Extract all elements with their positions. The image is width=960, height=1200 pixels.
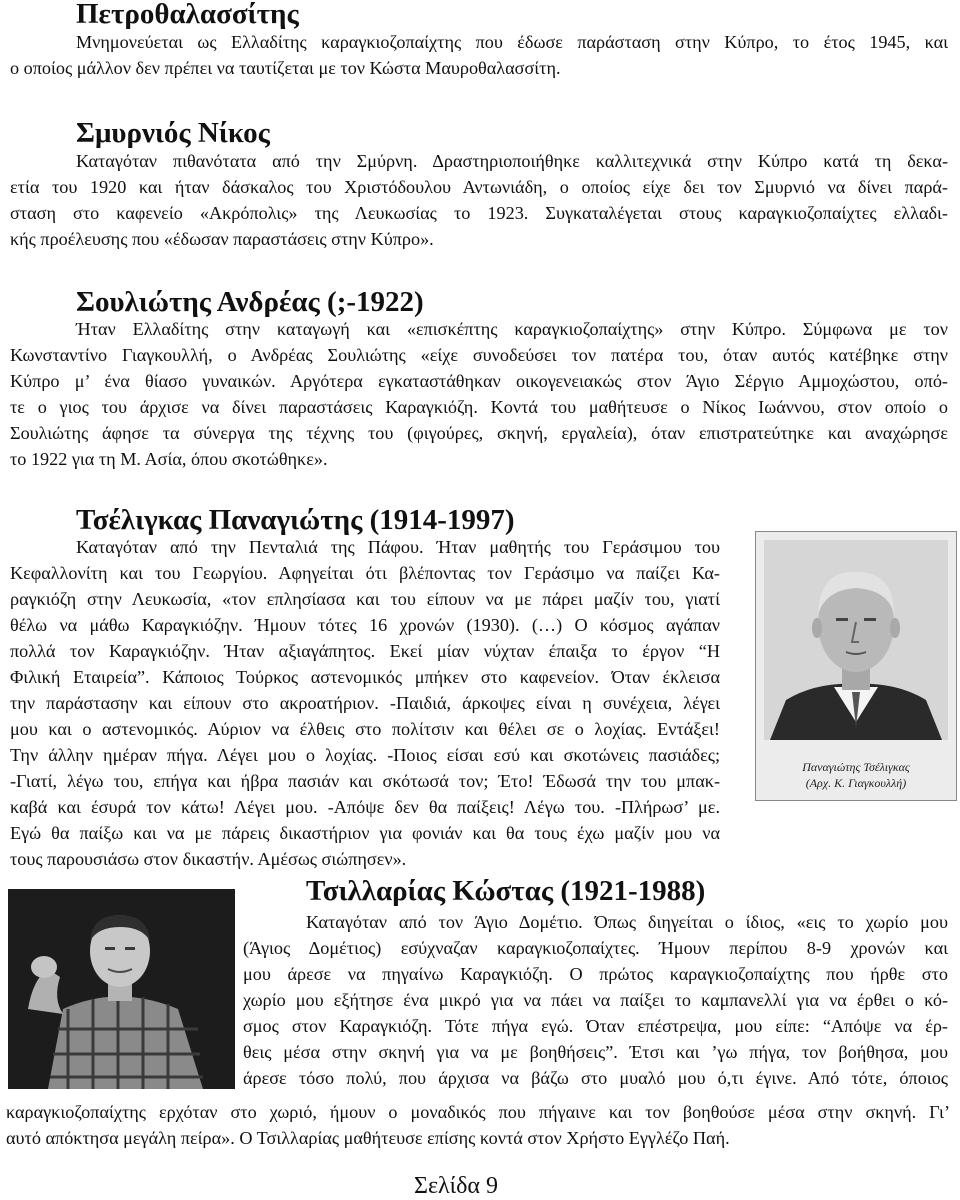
section-title-tsillarias: Τσιλλαρίας Κώστας (1921-1988) (306, 875, 706, 907)
paragraph-line: Καταγόταν από την Πενταλιά της Πάφου. Ήταν μαθητής του Γεράσιμου του (76, 537, 720, 557)
photo-caption-name: Παναγιώτης Τσέλιγκας (802, 760, 910, 774)
paragraph-line: μου άρεσε να πηγαίνω Καραγκιόζη. Ο πρώτος καραγκιοζοπαίχτης που ήρθε στο (243, 964, 948, 984)
section-title-tseligkas: Τσέλιγκας Παναγιώτης (1914-1997) (76, 504, 515, 536)
paragraph-line: σταση στο καφενείο «Ακρόπολις» της Λευκωσίας το 1923. Συγκαταλέγεται στους καραγκιοζοπαίχτες ελλαδι- (10, 203, 948, 223)
paragraph-line: Φιλική Εταιρεία”. Κάποιος Τούρκος αστενομικός μπήκεν στο καφενείον. Όταν έκλεισα (10, 667, 720, 687)
portrait-photo-tseligkas (755, 531, 957, 801)
paragraph-line: ραγκιόζη στην Λευκωσία, «τον επλησίασα και του είπουν να με πάρει μαζίν του, γιατί (10, 589, 720, 609)
paragraph-line: κής προέλευσης που «έδωσαν παραστάσεις στην Κύπρο». (10, 229, 434, 249)
paragraph-line: μου και ο αστενομικός. Αύριον να έλθεις στο πολίτσιν και θέλει σε ο λοχίας. Εντάξει! (10, 719, 720, 739)
paragraph-line: -Γιατί, λέγω του, επήγα και ήβρα πασιάν και σκότωσά τον; Έτο! Έδωσά την του μπακ- (10, 771, 720, 791)
portrait-image (8, 889, 235, 1089)
paragraph-line: ετία του 1920 και ήταν δάσκαλος του Χριστόδουλου Αντωνιάδη, ο οποίος είχε δει τον Σμυρνιό να δίνει παρά- (10, 177, 948, 197)
paragraph-line: άρεσε τόσο πολύ, που άρχισα να βάζω στο μυαλό μου ό,τι έγινε. Από τότε, όποιος (243, 1068, 948, 1088)
paragraph-line: σμος στον Καραγκιόζη. Τότε πήγα εγώ. Όταν επέστρεψα, μου είπε: “Απόψε να έρ- (243, 1016, 948, 1036)
paragraph-line: τους παρουσιάσω στον δικαστήν. Αμέσως σιώπησεν». (10, 849, 407, 869)
section-title-souliotis: Σουλιώτης Ανδρέας (;-1922) (76, 286, 424, 318)
paragraph-line: καβά και έσυρά τον κάτω! Λέγει μου. -Απόψε δεν θα παίξεις! Λέγω του. -Πλήρωσ’ με. (10, 797, 720, 817)
paragraph-line: το 1922 για τη Μ. Ασία, όπου σκοτώθηκε». (10, 449, 328, 469)
paragraph-line: Εγώ θα παίξω και να με πάρεις δικαστήριον για φονιάν και θα τους έχω μαζίν μου να (10, 823, 720, 843)
paragraph-line: θεις μέσα στην σκηνή για να με βοηθήσεις”. Έτσι και ’γω πήγα, τον βοήθησα, μου (243, 1042, 948, 1062)
paragraph-line: καραγκιοζοπαίχτης ερχόταν στο χωριό, ήμουν ο μοναδικός που πήγαινε και τον βοηθούσε μέσα στην σκηνή. Γι’ (6, 1102, 950, 1122)
paragraph-line: (Άγιος Δομέτιος) εσύχναζαν καραγκιοζοπαίχτες. Ήμουν περίπου 8-9 χρονών και (243, 938, 948, 958)
paragraph-line: Ήταν Ελλαδίτης στην καταγωγή και «επισκέπτης καραγκιοζοπαίχτης» στην Κύπρο. Σύμφωνα με τον (76, 319, 948, 339)
section-title-petrothalassitis: Πετροθαλασσίτης (76, 0, 299, 30)
photo-tsillarias (8, 889, 235, 1089)
paragraph-line: Κωνσταντίνο Γιαγκουλλή, ο Ανδρέας Σουλιώτης «είχε συνοδεύσει τον πατέρα του, όταν αυτός κατέβηκε στην (10, 345, 948, 365)
paragraph-line: Κύπρο μ’ ένα θίασο γυναικών. Αργότερα εγκαταστάθηκαν οικογενειακώς στον Άγιο Σέργιο Αμμοχώστου, οπό- (10, 371, 948, 391)
paragraph-line: θέλω να μάθω Καραγκιόζην. Ήμουν τότες 16 χρονών (1930). (…) Ο κόσμος αγάπαν (10, 615, 720, 635)
paragraph-line: την παράστασην και είπουν στο ακροατήριον. -Παιδιά, άρκοψες είναι η συνέχεια, λέγει (10, 693, 720, 713)
paragraph-line: Την άλλην ημέραν πήγα. Λέγει μου ο λοχίας. -Ποιος είσαι εσύ και σκοτώνεις πασιάδες; (10, 745, 720, 765)
paragraph-line: χωρίο μου εξήτησε ένα μικρό για να πάει να παίξει το καμπανελλί για να έρθει ο κό- (243, 990, 948, 1010)
paragraph-line: Σουλιώτης άφησε τα σύνεργα της τέχνης του (φιγούρες, σκηνή, εργαλεία), όταν επιστρατεύτηκε και αναχώρησε (10, 423, 948, 443)
paragraph-line: ο οποίος μάλλον δεν πρέπει να ταυτίζεται με τον Κώστα Μαυροθαλασσίτη. (10, 58, 561, 78)
paragraph-line: αυτό απόκτησα μεγάλη πείρα». Ο Τσιλλαρίας μαθήτευσε επίσης κοντά στον Χρήστο Εγγλέζο Παή. (6, 1128, 730, 1148)
section-title-smyrnios: Σμυρνιός Νίκος (76, 117, 270, 149)
photo-caption-source: (Αρχ. Κ. Γιαγκουλλή) (805, 776, 907, 790)
paragraph-line: Κεφαλλονίτη και του Γεωργίου. Αφηγείται ότι βλέποντας τον Γεράσιμο να παίζει Κα- (10, 563, 720, 583)
paragraph-line: Καταγόταν από τον Άγιο Δομέτιο. Όπως διηγείται ο ίδιος, «εις το χωρίο μου (306, 912, 948, 932)
paragraph-line: Καταγόταν πιθανότατα από την Σμύρνη. Δραστηριοποιήθηκε καλλιτεχνικά στην Κύπρο κατά τη δεκα- (76, 151, 948, 171)
paragraph-line: τε ο γιος του άρχισε να δίνει παραστάσεις Καραγκιόζη. Κοντά του μαθήτευσε ο Νίκος Ιωάννου, στον οποίο ο (10, 397, 948, 417)
page-number: Σελίδα 9 (413, 1173, 499, 1199)
paragraph-line: πολλά τον Καραγκιόζην. Ήταν αξιαγάπητος. Εκεί μίαν νύχταν έπαιξα το έργον “Η (10, 641, 720, 661)
paragraph-line: Μνημονεύεται ως Ελλαδίτης καραγκιοζοπαίχτης που έδωσε παράσταση στην Κύπρο, το έτος 1945, και (76, 32, 948, 52)
